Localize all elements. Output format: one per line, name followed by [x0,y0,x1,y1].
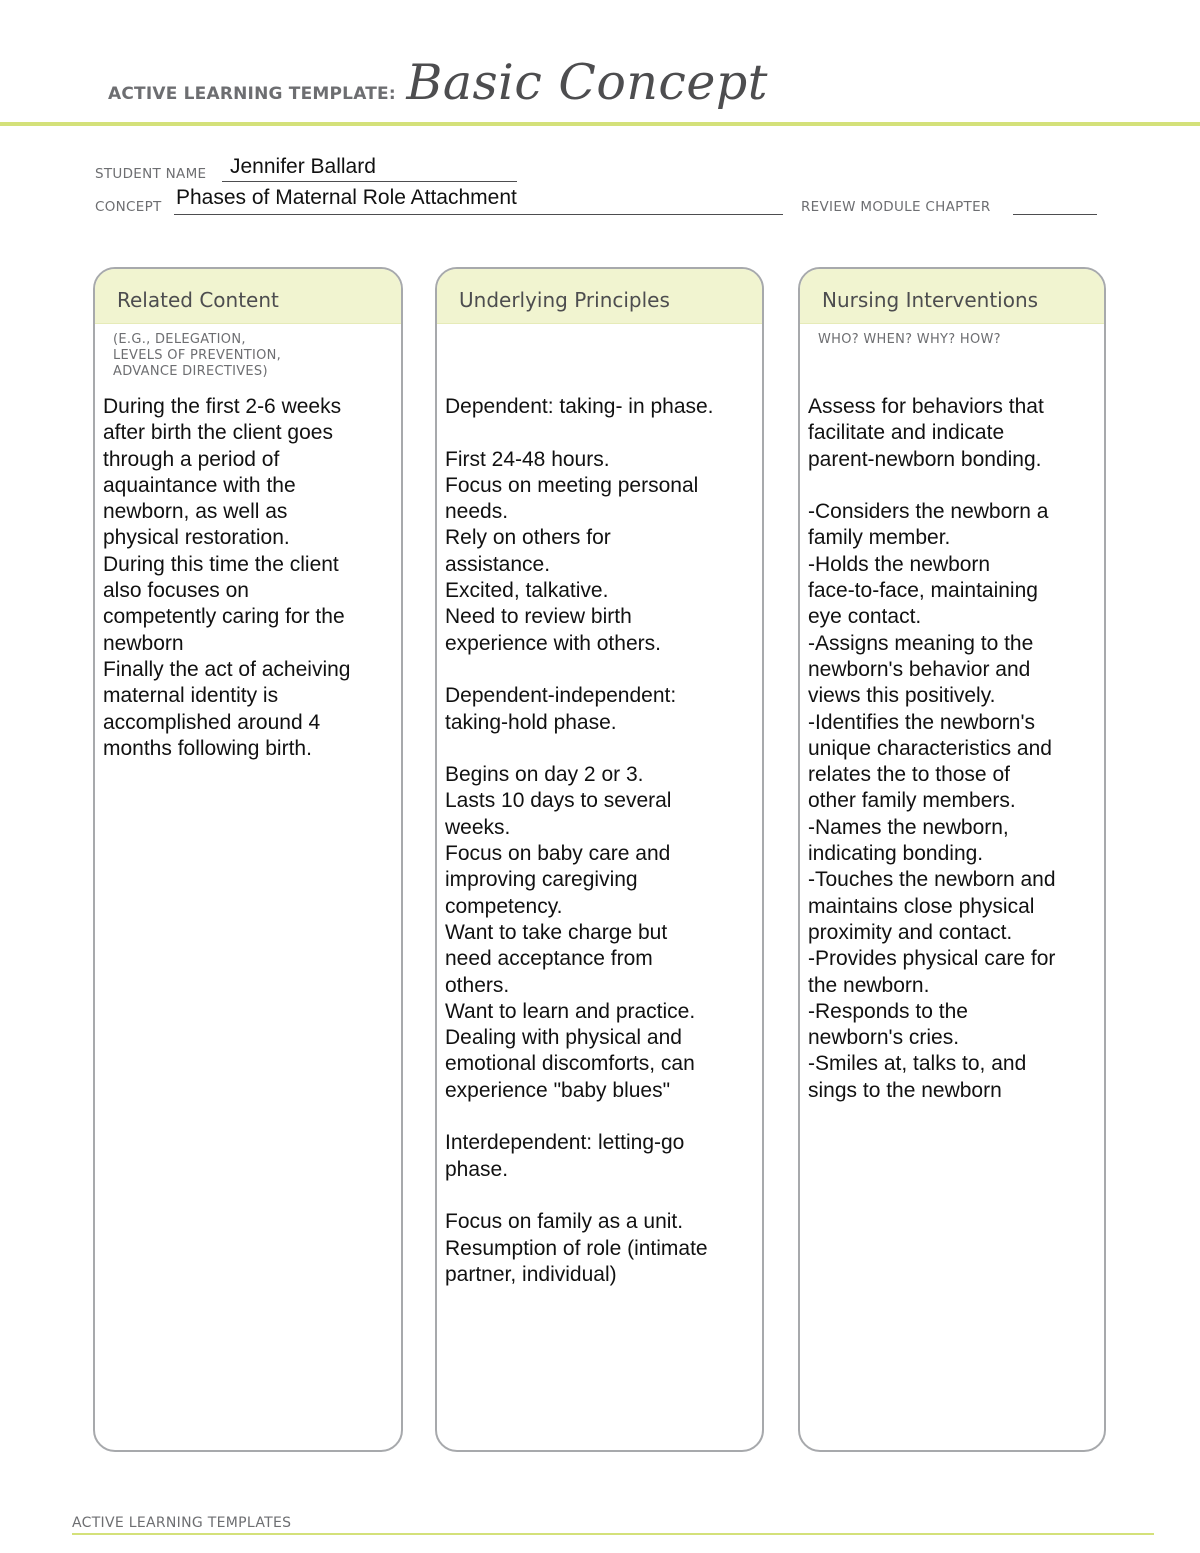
text-line: -Provides physical care for [808,947,1056,971]
text-line: after birth the client goes [103,421,333,445]
text-line: Finally the act of acheiving [103,657,351,681]
text-line: eye contact. [808,605,922,629]
concept-line [174,214,783,215]
text-line: family member. [808,526,951,550]
text-line: face-to-face, maintaining [808,579,1038,603]
footer-label: ACTIVE LEARNING TEMPLATES [72,1515,292,1531]
text-line: views this positively. [808,684,996,708]
text-line: unique characteristics and [808,736,1052,760]
text-line: Dealing with physical and [445,1026,682,1050]
text-line: Need to review birth [445,605,632,629]
related-content-header [95,269,401,324]
nursing-interventions-body[interactable] [808,394,1096,1104]
review-module-line [1013,214,1097,215]
text-line: other family members. [808,789,1016,813]
text-line: sings to the newborn [808,1078,1002,1102]
text-line: also focuses on [103,579,249,603]
text-line: newborn's cries. [808,1026,960,1050]
text-line [445,1183,754,1209]
text-line: First 24-48 hours. [445,447,610,471]
text-line: proximity and contact. [808,920,1013,944]
underlying-principles-title: Underlying Principles [459,288,670,312]
text-line: taking-hold phase. [445,710,617,734]
student-name-line [222,181,517,182]
text-line: maternal identity is [103,684,279,708]
text-line: emotional discomforts, can [445,1052,695,1076]
text-line: others. [445,973,510,997]
related-content-subtitle [113,332,281,380]
text-line: competently caring for the [103,605,345,629]
underlying-principles-card [435,267,764,1452]
text-line: During the first 2-6 weeks [103,395,342,418]
text-line: -Identifies the newborn's [808,710,1035,734]
text-line: assistance. [445,552,551,576]
review-module-label: REVIEW MODULE CHAPTER [801,199,991,215]
text-line: Want to take charge but [445,920,668,944]
template-label: ACTIVE LEARNING TEMPLATE: [108,84,396,104]
subtitle-line: LEVELS OF PREVENTION, [113,348,282,363]
related-content-card [93,267,403,1452]
text-line: newborn [103,631,184,655]
text-line: parent-newborn bonding. [808,447,1042,471]
text-line: need acceptance from [445,947,653,971]
text-line: Focus on meeting personal [445,473,699,497]
text-line: -Considers the newborn a [808,500,1049,524]
text-line: Interdependent: letting-go [445,1131,685,1155]
underlying-principles-body[interactable] [445,394,754,1288]
concept-field[interactable]: Phases of Maternal Role Attachment [176,186,517,209]
text-line: -Responds to the [808,999,968,1023]
text-line: newborn's behavior and [808,657,1031,681]
text-line: -Holds the newborn [808,552,991,576]
text-line: Focus on family as a unit. [445,1210,684,1234]
nursing-interventions-header [800,269,1104,324]
text-line: indicating bonding. [808,842,984,866]
text-line: Dependent: taking- in phase. [445,395,714,418]
text-line: Resumption of role (intimate [445,1236,708,1260]
text-line: competency. [445,894,563,918]
text-line [808,473,1096,499]
text-line: accomplished around 4 [103,710,321,734]
text-line: months following birth. [103,736,312,760]
text-line: needs. [445,500,509,524]
student-name-field[interactable]: Jennifer Ballard [230,155,376,178]
nursing-interventions-title: Nursing Interventions [822,288,1039,312]
text-line: -Touches the newborn and [808,868,1056,892]
text-line: maintains close physical [808,894,1035,918]
nursing-interventions-card [798,267,1106,1452]
text-line [445,657,754,683]
text-line: Assess for behaviors that [808,395,1044,418]
text-line [445,1104,754,1130]
text-line: Excited, talkative. [445,579,609,603]
text-line: experience with others. [445,631,661,655]
text-line: -Assigns meaning to the [808,631,1034,655]
text-line: Dependent-independent: [445,684,677,708]
text-line: weeks. [445,815,511,839]
student-name-label: STUDENT NAME [95,166,207,182]
text-line: through a period of [103,447,280,471]
text-line: newborn, as well as [103,500,288,524]
text-line: -Smiles at, talks to, and [808,1052,1027,1076]
text-line: relates the to those of [808,763,1010,787]
text-line: improving caregiving [445,868,638,892]
text-line: physical restoration. [103,526,290,550]
underlying-principles-header [437,269,762,324]
footer-divider [72,1533,1154,1535]
text-line: the newborn. [808,973,930,997]
text-line: aquaintance with the [103,473,296,497]
nursing-interventions-subtitle: WHO? WHEN? WHY? HOW? [818,332,1001,347]
concept-label: CONCEPT [95,199,162,215]
related-content-body[interactable] [103,394,393,762]
text-line: Rely on others for [445,526,611,550]
text-line: Begins on day 2 or 3. [445,763,644,787]
text-line: Lasts 10 days to several [445,789,672,813]
text-line [445,736,754,762]
text-line: During this time the client [103,552,339,576]
text-line: -Names the newborn, [808,815,1009,839]
header-divider [0,122,1200,126]
text-line: phase. [445,1157,509,1181]
text-line: partner, individual) [445,1262,617,1286]
text-line: Focus on baby care and [445,842,671,866]
subtitle-line: ADVANCE DIRECTIVES) [113,364,268,379]
template-name: Basic Concept [406,54,768,111]
text-line [445,420,754,446]
related-content-title: Related Content [117,288,279,312]
text-line: facilitate and indicate [808,421,1005,445]
subtitle-line: (E.G., DELEGATION, [113,332,246,347]
page-header [108,54,768,111]
text-line: Want to learn and practice. [445,999,696,1023]
text-line: experience "baby blues" [445,1078,671,1102]
